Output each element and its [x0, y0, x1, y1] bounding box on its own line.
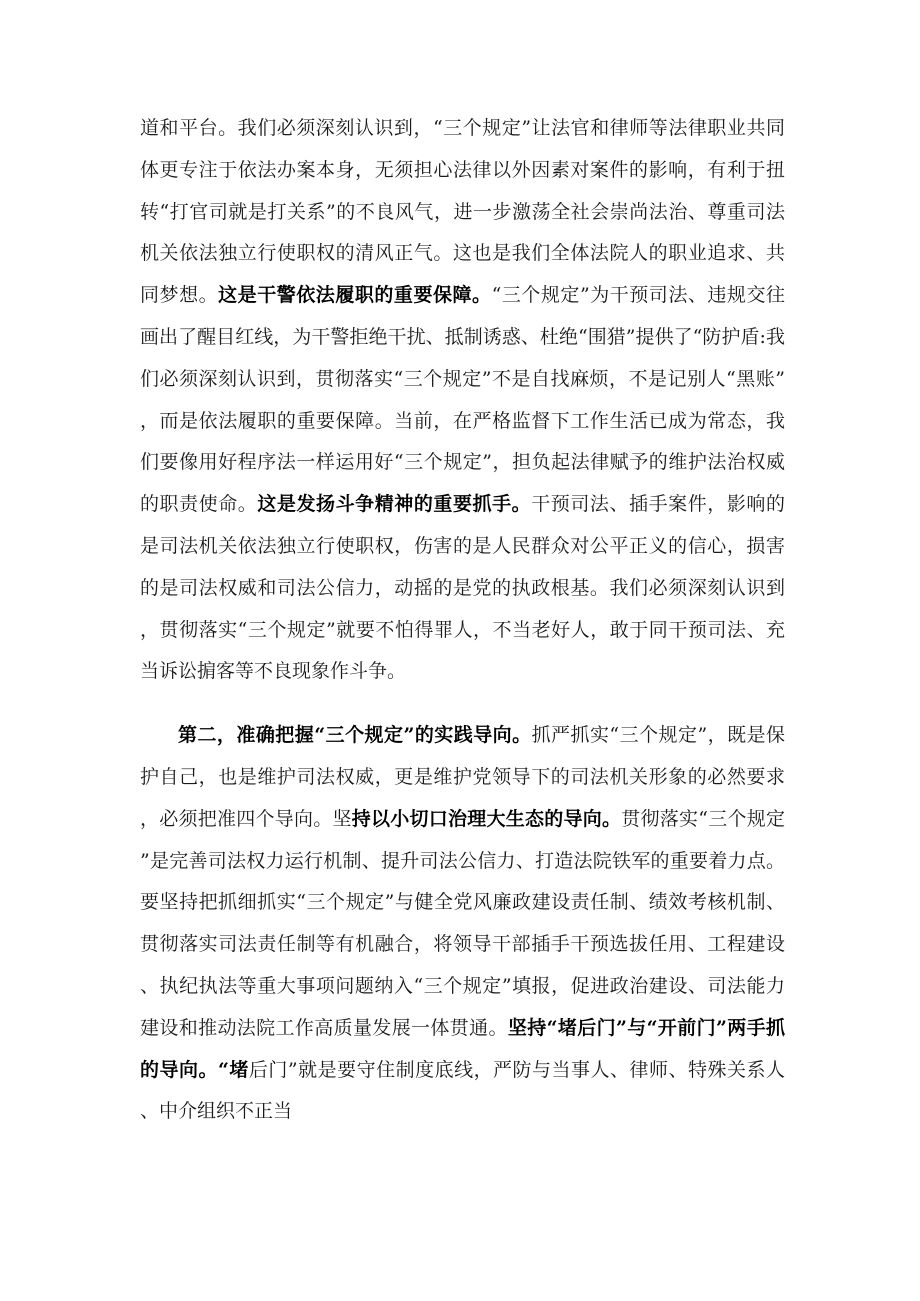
paragraph-text: 道和平台。我们必须深刻认识到，“三个规定”让法官和律师等法律职业共同体更专注于依法办案本身，无须担心法律以外因素对案件的影响，有利于扭转“打官司就是打关系”的不良风气，进一步激荡全社会崇尚法治、尊重司法机关依法独立行使职权的清风正气。这也是我们全体法院人的职业追求、共同梦想。: [140, 117, 785, 307]
bold-heading: 坚持“堵后门”与“开前门”两手抓的导向。“堵: [140, 1016, 785, 1081]
paragraph-text: 贯彻落实“三个规定”是完善司法权力运行机制、提升司法公信力、打造法院铁军的重要着力点。要坚持把抓细抓实“三个规定”与健全党风廉政建设责任制、绩效考核机制、贯彻落实司法责任制等有机融合，将领导干部插手干预选拔任用、工程建设、执纪执法等重大事项问题纳入“三个规定”填报，促进政治建设、司法能力建设和推动法院工作高质量发展一体贯通。: [140, 807, 785, 1039]
paragraph-text: “三个规定”为干预司法、违规交往画出了醒目红线，为干警拒绝干扰、抵制诱惑、杜绝“围猎”提供了“防护盾:我们必须深刻认识到，贯彻落实“三个规定”不是自找麻烦，不是记别人“黑账”，而是依法履职的重要保障。当前，在严格监督下工作生活已成为常态，我们要像用好程序法一样运用好“三个规定”，担负起法律赋予的维护法治权威的职责使命。: [140, 284, 785, 516]
paragraph-text: 后门”就是要守住制度底线，严防与当事人、律师、特殊关系人、中介组织不正当: [140, 1058, 785, 1123]
paragraph-2: [140, 715, 785, 1133]
paragraph-text: 抓严抓实“三个规定”，既是保护自己，也是维护司法权威，更是维护党领导下的司法机关形象的必然要求，必须把准四个导向。坚: [140, 724, 785, 830]
section-heading: 第二，准确把握“三个规定”的实践导向。: [178, 724, 532, 747]
bold-heading: 这是发扬斗争精神的重要抓手。: [257, 493, 532, 516]
bold-heading: 这是干警依法履职的重要保障。: [218, 284, 492, 307]
bold-heading: 持以小切口治理大生态的导向。: [351, 807, 622, 830]
document-body: [140, 108, 785, 1133]
paragraph-text: 干预司法、插手案件，影响的是司法机关依法独立行使职权，伤害的是人民群众对公平正义的信心，损害的是司法权威和司法公信力，动摇的是党的执政根基。我们必须深刻认识到，贯彻落实“三个规定”就要不怕得罪人，不当老好人，敢于同干预司法、充当诉讼掮客等不良现象作斗争。: [140, 493, 785, 683]
paragraph-1: [140, 108, 785, 693]
